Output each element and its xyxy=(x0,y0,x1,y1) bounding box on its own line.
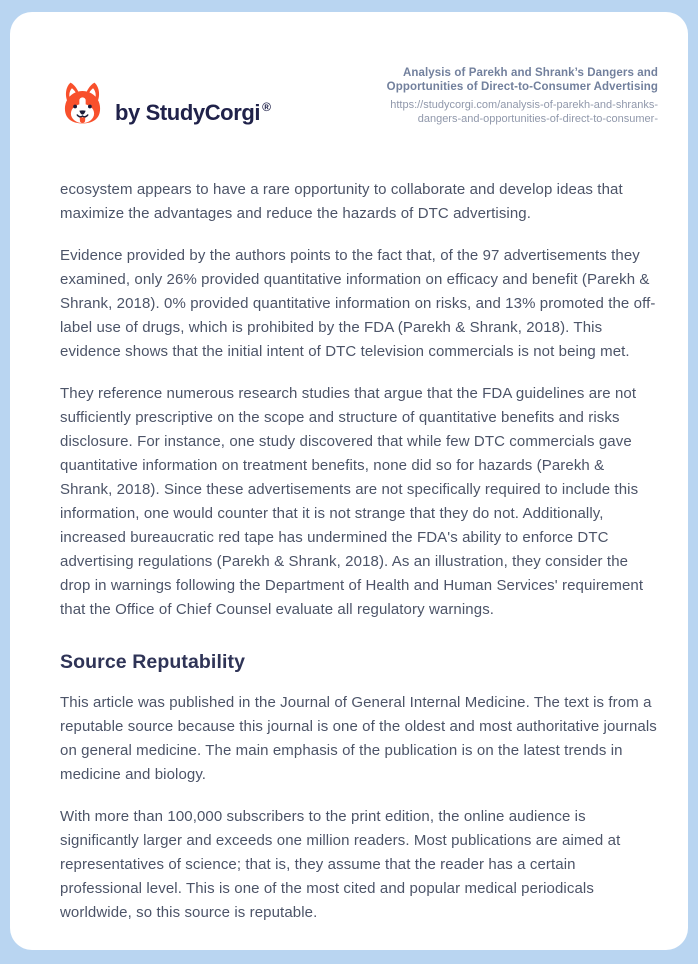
wordmark-text: by StudyCorgi xyxy=(115,100,261,125)
corgi-icon xyxy=(60,78,105,128)
registered-trademark-symbol: ® xyxy=(262,100,271,114)
document-meta xyxy=(362,66,658,126)
document-card xyxy=(10,12,688,950)
document-header xyxy=(60,66,658,128)
studycorgi-brand-link[interactable] xyxy=(60,78,271,128)
document-title: Analysis of Parekh and Shrank’s Dangers and Opportunities of Direct-to-Consumer Advertising xyxy=(386,67,658,93)
article-paragraph: They reference numerous research studies that argue that the FDA guidelines are not sufficiently prescriptive on the scope and structure of quantitative benefits and risks disclosure. For instance, one study discovered that while few DTC commercials gave quantitative information on treatment benefits, none did so for hazards (Parekh & Shrank, 2018). Since these advertisements are not specifically required to include this information, one would counter that it is not strange that they do not. Additionally, increased bureaucratic red tape has undermined the FDA's ability to enforce DTC advertising regulations (Parekh & Shrank, 2018). As an illustration, they consider the drop in warnings following the Department of Health and Human Services' requirement that the Office of Chief Counsel evaluate all regulatory warnings. xyxy=(60,385,644,618)
section-heading-source-reputability: Source Reputability xyxy=(60,651,246,673)
article-body xyxy=(60,178,658,925)
document-url-link[interactable]: https://studycorgi.com/analysis-of-parekh-and-shranks-dangers-and-opportunities-of-direct-to-consumer- xyxy=(390,99,658,125)
studycorgi-wordmark xyxy=(115,100,271,126)
article-paragraph: This article was published in the Journal of General Internal Medicine. The text is from a reputable source because this journal is one of the oldest and most authoritative journals on general medicine. The main emphasis of the publication is on the latest trends in medicine and biology. xyxy=(60,694,657,783)
article-paragraph: ecosystem appears to have a rare opportunity to collaborate and develop ideas that maximize the advantages and reduce the hazards of DTC advertising. xyxy=(60,181,623,222)
article-paragraph: Evidence provided by the authors points to the fact that, of the 97 advertisements they examined, only 26% provided quantitative information on efficacy and benefit (Parekh & Shrank, 2018). 0% provided quantitative information on risks, and 13% promoted the off-label use of drugs, which is prohibited by the FDA (Parekh & Shrank, 2018). This evidence shows that the initial intent of DTC television commercials is not being met. xyxy=(60,247,656,360)
article-paragraph: With more than 100,000 subscribers to the print edition, the online audience is significantly larger and exceeds one million readers. Most publications are aimed at representatives of science; that is, they assume that the reader has a certain professional level. This is one of the most cited and popular medical periodicals worldwide, so this source is reputable. xyxy=(60,808,621,921)
